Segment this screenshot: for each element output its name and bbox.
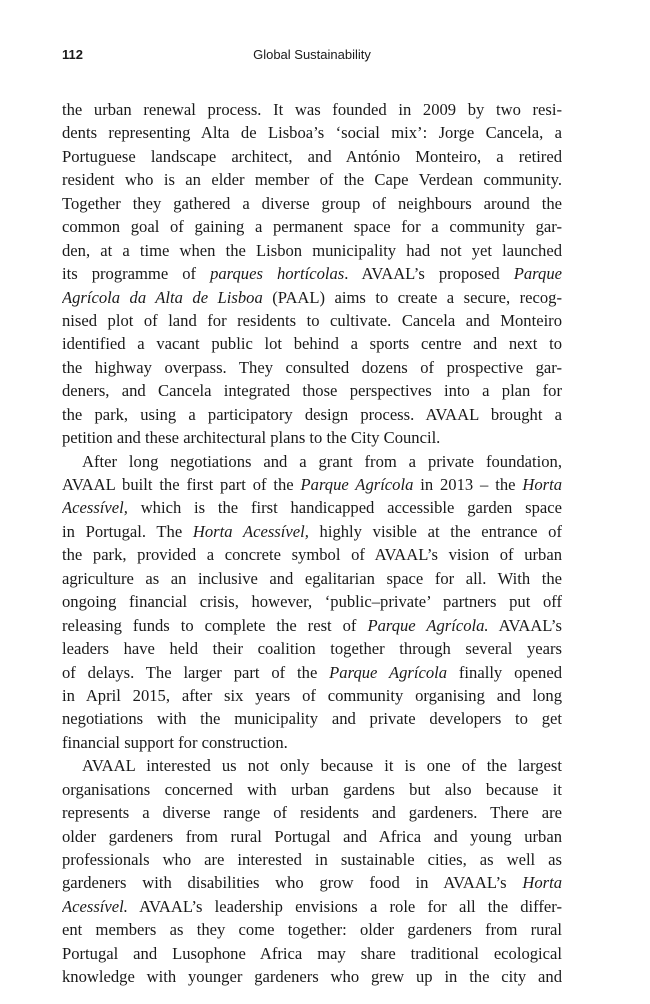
text-line: releasing funds to complete the rest of Parque Agrícola. AVAAL’s — [62, 615, 562, 635]
paragraph-start-line: AVAAL interested us not only because it is one of the largest — [82, 756, 562, 776]
text-line: Together they gathered a diverse group of neighbours around the — [62, 193, 562, 213]
text-line: the park, using a participatory design process. AVAAL brought a — [62, 404, 562, 424]
text-line: Portuguese landscape architect, and António Monteiro, a retired — [62, 146, 562, 166]
text-line: ent members as they come together: older gardeners from rural — [62, 920, 562, 940]
text-line: represents a diverse range of residents and gardeners. There are — [62, 803, 562, 823]
text-line: ongoing financial crisis, however, ‘public–private’ partners put off — [62, 592, 562, 612]
running-title: Global Sustainability — [253, 47, 371, 62]
text-line: financial support for construction. — [62, 732, 288, 752]
text-line: professionals who are interested in sustainable cities, as well as — [62, 850, 562, 869]
text-line: of delays. The larger part of the Parque Agrícola finally opened — [62, 662, 562, 682]
text-line: resident who is an elder member of the Cape Verdean community. — [62, 170, 562, 190]
text-line: Portugal and Lusophone Africa may share traditional ecological — [62, 943, 562, 963]
text-line: common goal of gaining a permanent space for a community gar- — [62, 217, 562, 237]
text-line: dents representing Alta de Lisboa’s ‘social mix’: Jorge Cancela, a — [62, 123, 562, 143]
text-line: in April 2015, after six years of community organising and long — [62, 685, 562, 705]
text-line: knowledge with younger gardeners who grew up in the city and — [62, 967, 562, 987]
text-line: in Portugal. The Horta Acessível, highly visible at the entrance of — [62, 521, 562, 541]
text-line: Agrícola da Alta de Lisboa (PAAL) aims to create a secure, recog- — [62, 287, 562, 307]
text-line: older gardeners from rural Portugal and Africa and young urban — [62, 826, 562, 846]
body-text — [62, 98, 562, 989]
text-line: the park, provided a concrete symbol of AVAAL’s vision of urban — [62, 545, 562, 565]
text-line: agriculture as an inclusive and egalitarian space for all. With the — [62, 568, 562, 588]
text-line: the highway overpass. They consulted dozens of prospective gar- — [62, 357, 562, 377]
text-line: identified a vacant public lot behind a sports centre and next to — [62, 334, 562, 354]
text-line: organisations concerned with urban gardens but also because it — [62, 779, 562, 799]
text-line: petition and these architectural plans to the City Council. — [62, 428, 441, 448]
text-line: the urban renewal process. It was founded in 2009 by two resi- — [62, 100, 562, 119]
text-line: Acessível, which is the first handicapped accessible garden space — [62, 498, 562, 518]
text-line: leaders have held their coalition together through several years — [62, 639, 562, 659]
text-line: its programme of parques hortícolas. AVAAL’s proposed Parque — [62, 264, 562, 284]
paragraph-start-line: After long negotiations and a grant from a private foundation, — [82, 451, 562, 471]
text-line: deners, and Cancela integrated those perspectives into a plan for — [62, 381, 562, 401]
text-line: den, at a time when the Lisbon municipality had not yet launched — [62, 240, 562, 260]
text-line: gardeners with disabilities who grow food in AVAAL’s Horta — [62, 873, 562, 893]
running-header — [62, 47, 562, 67]
page-number: 112 — [62, 47, 83, 62]
text-line: negotiations with the municipality and private developers to get — [62, 709, 562, 729]
text-line: AVAAL built the first part of the Parque Agrícola in 2013 – the Horta — [62, 475, 562, 494]
text-line: Acessível. AVAAL’s leadership envisions a role for all the differ- — [62, 896, 562, 916]
text-line: nised plot of land for residents to cultivate. Cancela and Monteiro — [62, 310, 562, 330]
